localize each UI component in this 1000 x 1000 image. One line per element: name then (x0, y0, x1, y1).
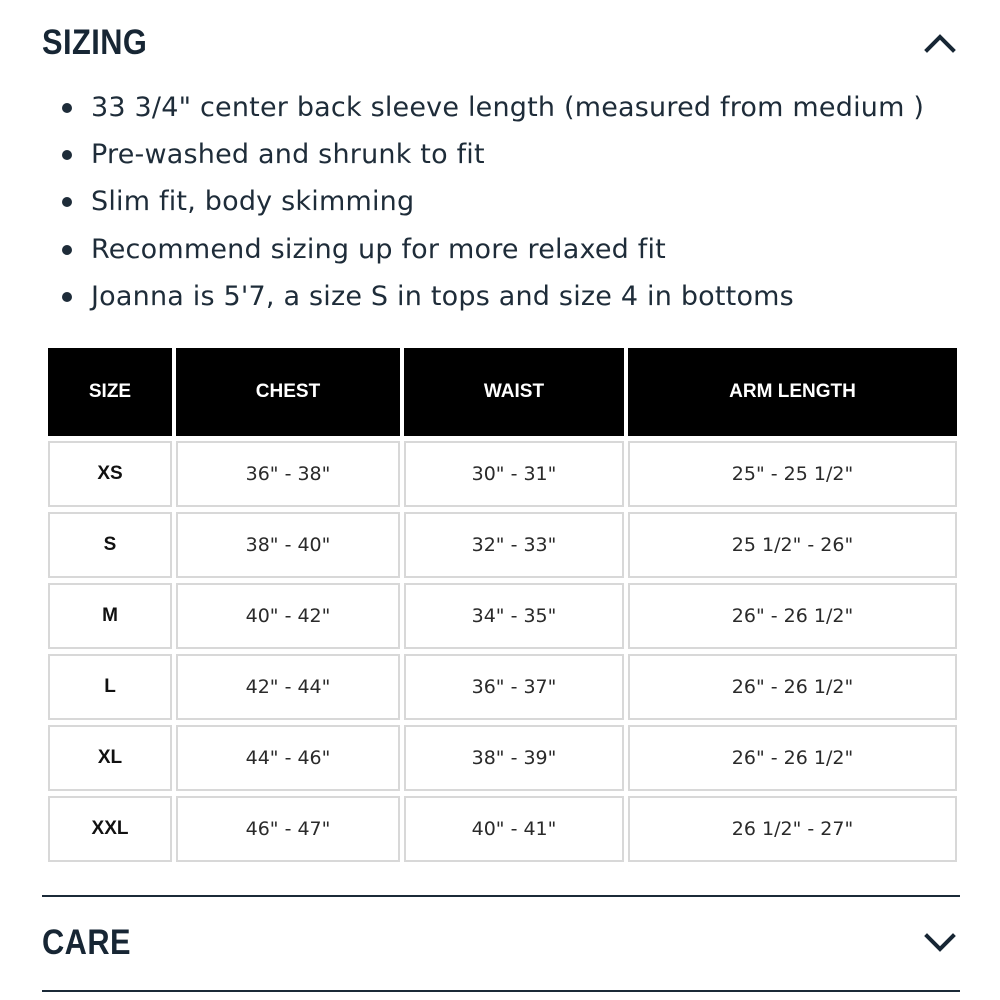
table-row (48, 725, 957, 791)
bullet-text: Slim fit, body skimming (91, 186, 415, 218)
sizing-bullet-list (62, 84, 924, 320)
column-header-chest: CHEST (176, 348, 400, 436)
waist-cell: 38" - 39" (404, 725, 624, 791)
bullet-text: Joanna is 5'7, a size S in tops and size 4 in bottoms (91, 280, 794, 312)
care-title: CARE (42, 923, 132, 962)
bullet-dot-icon (62, 150, 72, 160)
chest-cell: 46" - 47" (176, 796, 400, 862)
chevron-down-icon[interactable] (920, 923, 960, 963)
table-row (48, 654, 957, 720)
column-header-arm-length: ARM LENGTH (628, 348, 957, 436)
bullet-dot-icon (62, 197, 72, 207)
list-item (62, 226, 924, 273)
size-cell: S (48, 512, 172, 578)
table-row (48, 441, 957, 507)
bullet-text: Recommend sizing up for more relaxed fit (91, 233, 666, 265)
column-header-waist: WAIST (404, 348, 624, 436)
chest-cell: 42" - 44" (176, 654, 400, 720)
waist-cell: 34" - 35" (404, 583, 624, 649)
size-cell: L (48, 654, 172, 720)
arm-length-cell: 26" - 26 1/2" (628, 583, 957, 649)
bullet-dot-icon (62, 292, 72, 302)
bullet-text: 33 3/4" center back sleeve length (measured from medium ) (91, 92, 925, 123)
care-section-header[interactable] (42, 920, 960, 966)
sizing-section-header[interactable] (42, 20, 960, 66)
list-item (62, 273, 924, 320)
waist-cell: 32" - 33" (404, 512, 624, 578)
table-header-row (48, 348, 957, 436)
size-cell: M (48, 583, 172, 649)
chest-cell: 36" - 38" (176, 441, 400, 507)
sizing-title: SIZING (42, 23, 148, 62)
chest-cell: 38" - 40" (176, 512, 400, 578)
chevron-up-icon[interactable] (920, 23, 960, 63)
size-chart-table (44, 343, 961, 867)
size-cell: XS (48, 441, 172, 507)
chest-cell: 44" - 46" (176, 725, 400, 791)
list-item (62, 84, 924, 131)
waist-cell: 36" - 37" (404, 654, 624, 720)
arm-length-cell: 25" - 25 1/2" (628, 441, 957, 507)
bullet-dot-icon (62, 245, 72, 255)
bullet-text: Pre-washed and shrunk to fit (91, 139, 485, 171)
waist-cell: 40" - 41" (404, 796, 624, 862)
list-item (62, 131, 924, 178)
arm-length-cell: 26 1/2" - 27" (628, 796, 957, 862)
table-row (48, 796, 957, 862)
waist-cell: 30" - 31" (404, 441, 624, 507)
section-divider (42, 895, 960, 897)
arm-length-cell: 26" - 26 1/2" (628, 725, 957, 791)
bullet-dot-icon (62, 103, 72, 113)
list-item (62, 178, 924, 225)
table-row (48, 583, 957, 649)
section-divider (42, 990, 960, 992)
arm-length-cell: 26" - 26 1/2" (628, 654, 957, 720)
arm-length-cell: 25 1/2" - 26" (628, 512, 957, 578)
column-header-size: SIZE (48, 348, 172, 436)
table-row (48, 512, 957, 578)
size-cell: XL (48, 725, 172, 791)
chest-cell: 40" - 42" (176, 583, 400, 649)
size-cell: XXL (48, 796, 172, 862)
